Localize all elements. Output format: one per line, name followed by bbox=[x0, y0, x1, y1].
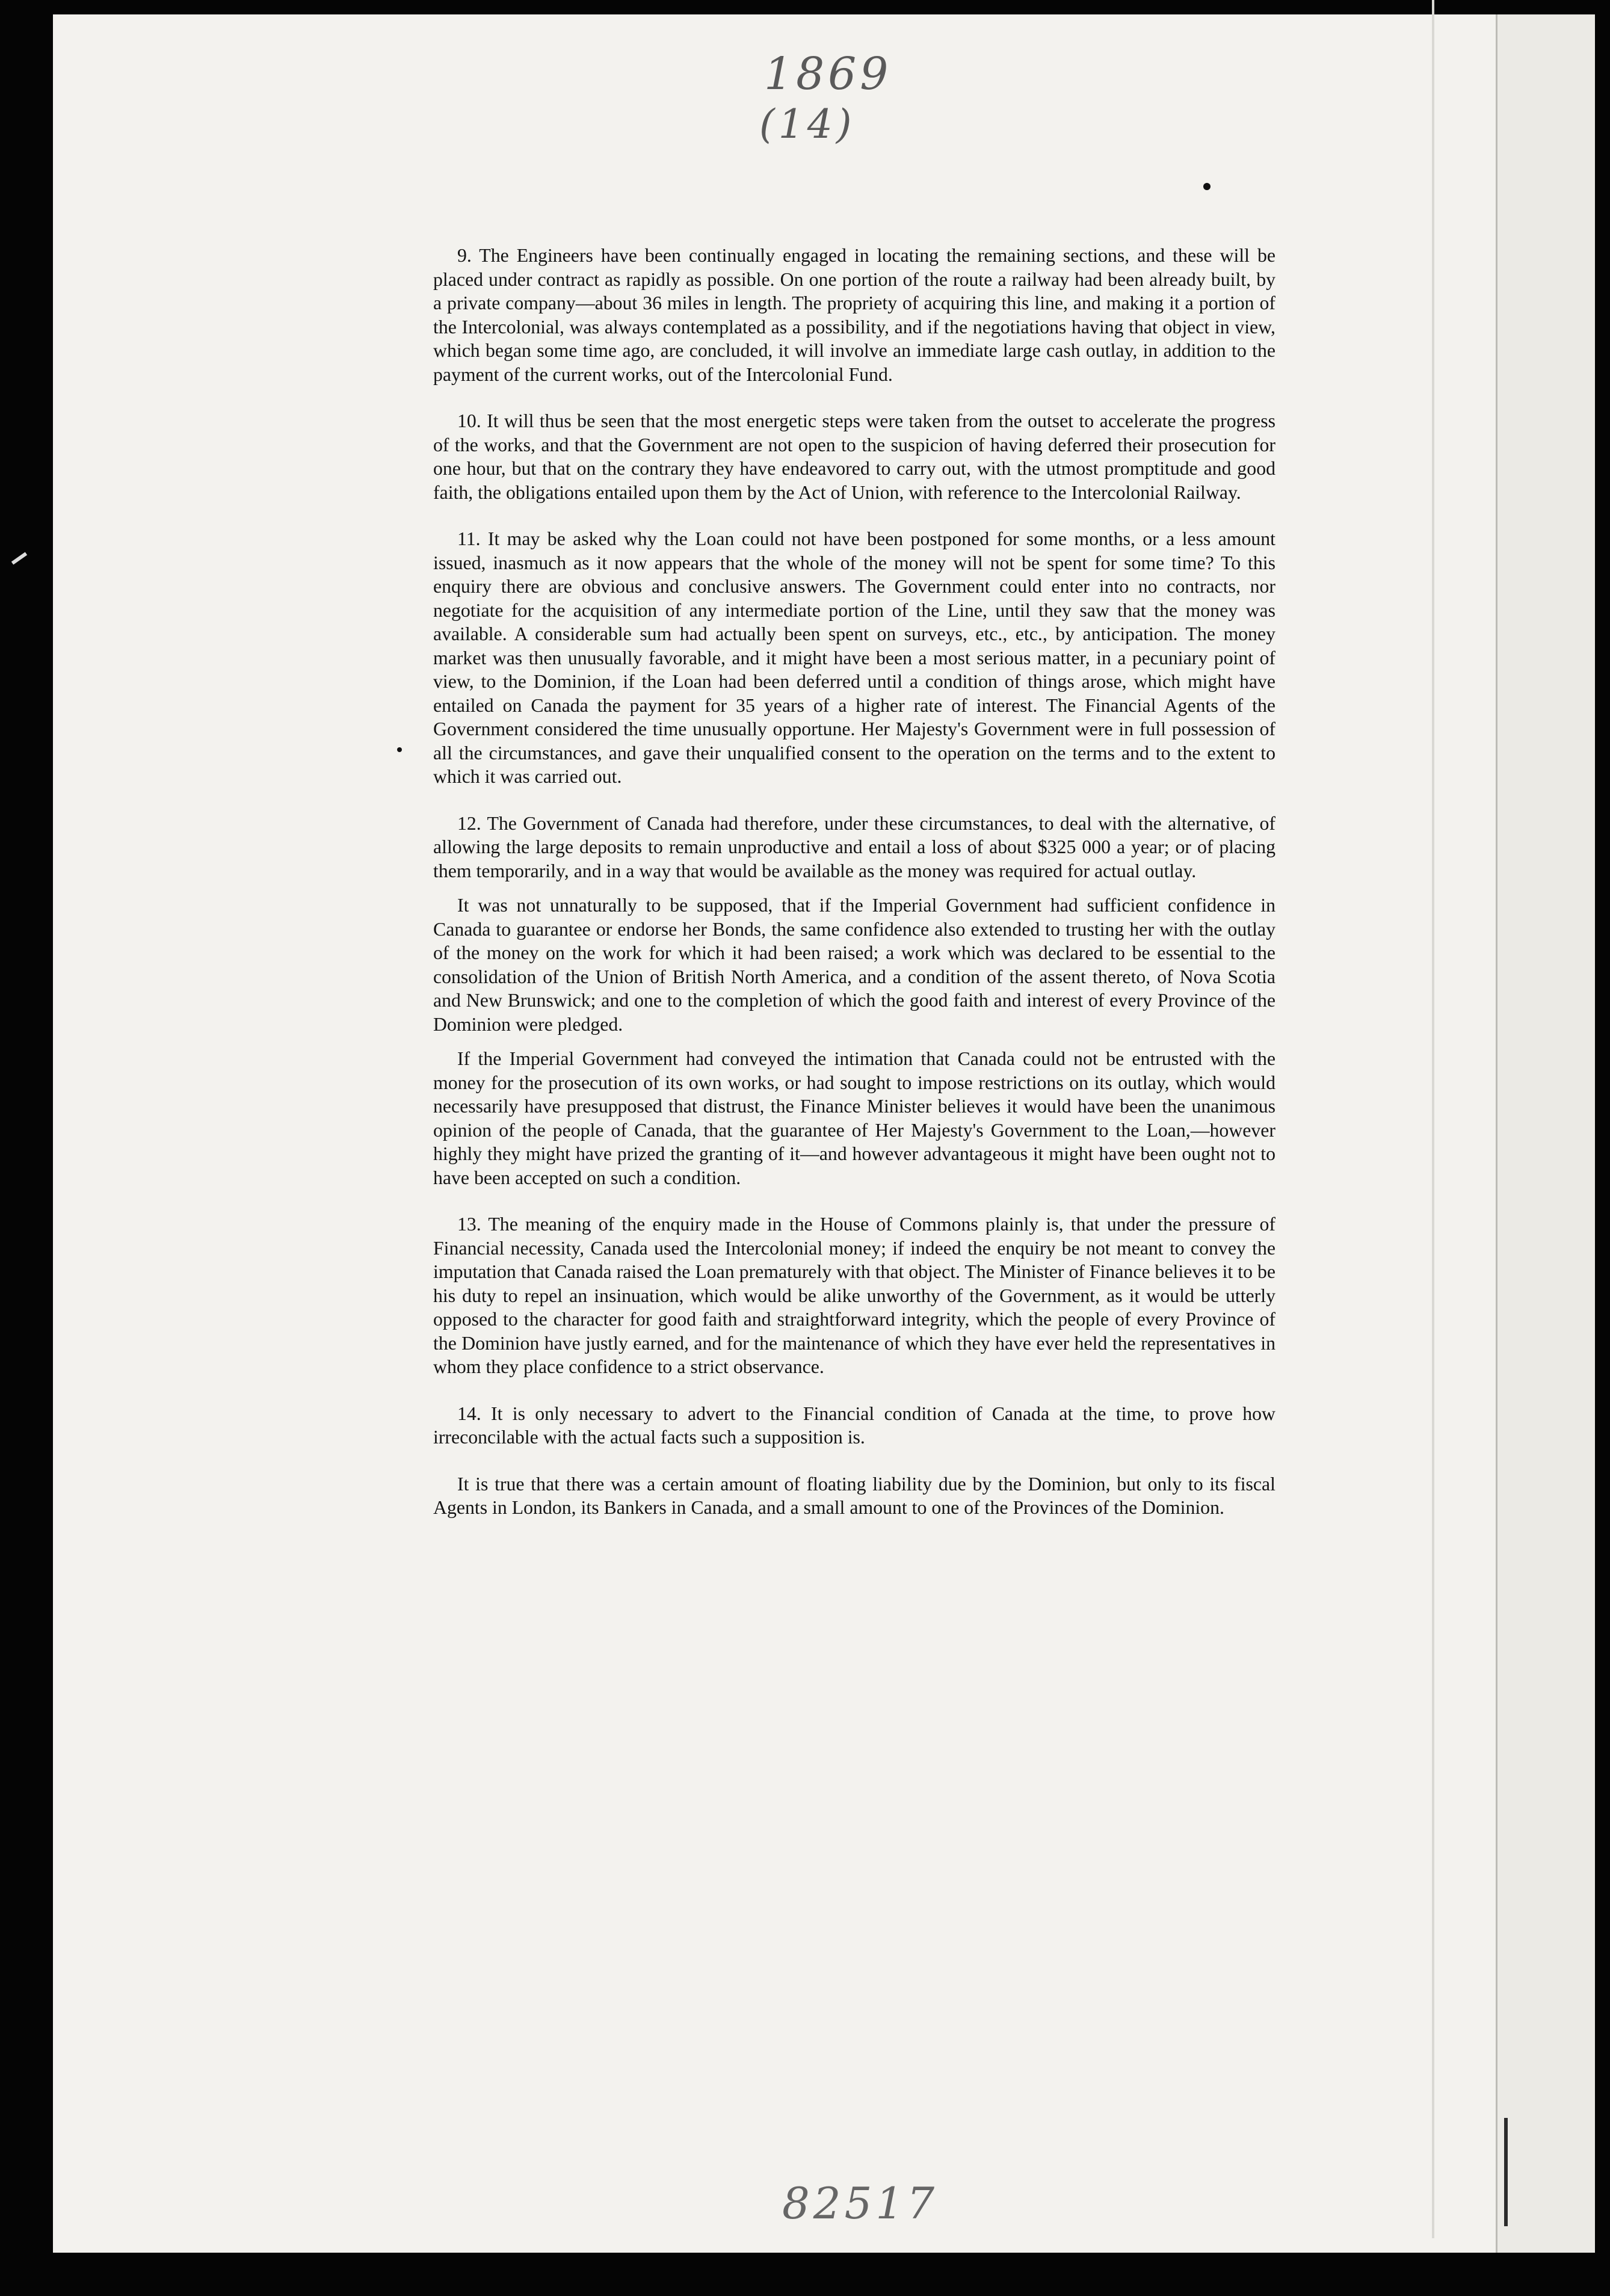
ink-dot bbox=[397, 747, 402, 752]
paragraph-13: 13. The meaning of the enquiry made in the House of Commons plainly is, that under the pressure of Financial necessity, Canada used the Intercolonial money; if indeed the enquiry be not meant to convey the imputation that Canada raised the Loan prematurely with that object. The Minister of Finance believes it to be his duty to repel an insinuation, which would be alike unworthy of the Government, as it would be utterly opposed to the character for good faith and straightforward integrity, which the people of every Province of the Dominion have justly earned, and for the maintenance of which they have ever held the representatives in whom they place confidence to a strict observance. bbox=[433, 1214, 1275, 1377]
adjacent-page-edge bbox=[1496, 14, 1595, 2253]
page-fold-line bbox=[1432, 0, 1434, 2238]
paragraph-14: 14. It is only necessary to advert to the Financial condition of Canada at the time, to prove how irreconcilable with the actual facts such a supposition is. bbox=[433, 1403, 1275, 1448]
paragraph-14-continued: It is true that there was a certain amount of floating liability due by the Dominion, but only to its fiscal Agents in London, its Bankers in Canada, and a small amount to one of the Provinces of the Dominion. bbox=[433, 1473, 1275, 1518]
paragraph-10: 10. It will thus be seen that the most energetic steps were taken from the outset to accelerate the progress of the works, and that the Government are not open to the suspicion of having deferred their prosecution for one hour, but that on the contrary they have endeavored to carry out, with the utmost promptitude and good faith, the obligations entailed upon them by the Act of Union, with reference to the Intercolonial Railway. bbox=[433, 410, 1275, 503]
page-edge-mark bbox=[1504, 2118, 1508, 2226]
paragraph-12-conclusion: If the Imperial Government had conveyed the intimation that Canada could not be entrusted with the money for the prosecution of its own works, or had sought to impose restrictions on its outlay, which would necessarily have presupposed that distrust, the Finance Minister believes it would have been the unanimous opinion of the people of Canada, that the guarantee of Her Majesty's Government to the Loan,—however highly they might have prized the granting of it—and however advantageous it might have been ought not to have been accepted on such a condition. bbox=[433, 1048, 1275, 1188]
ink-dot bbox=[1203, 183, 1211, 190]
paragraph-12-continued: It was not unnaturally to be supposed, that if the Imperial Government had sufficient confidence in Canada to guarantee or endorse her Bonds, the same confidence also extended to trusting her with the outlay of the money on the work for which it had been raised; a work which was declared to be essential to the consolidation of the Union of British North America, and a condition of the assent thereto, of Nova Scotia and New Brunswick; and one to the completion of which the good faith and interest of every Province of the Dominion were pledged. bbox=[433, 895, 1275, 1035]
document-body bbox=[433, 244, 1275, 1543]
paragraph-11: 11. It may be asked why the Loan could not have been postponed for some months, or a less amount issued, inasmuch as it now appears that the whole of the money will not be spent for some time? To this enquiry there are obvious and conclusive answers. The Government could enter into no contracts, nor negotiate for the acquisition of any intermediate portion of the Line, until they saw that the money was available. A considerable sum had actually been spent on surveys, etc., etc., by anticipation. The money market was then unusually favorable, and it might have been a most serious matter, in a pecuniary point of view, to the Dominion, if the Loan had been deferred until a condition of things arose, which might have entailed on Canada the payment for 35 years of a higher rate of interest. The Financial Agents of the Government considered the time unusually opportune. Her Majesty's Government were in full possession of all the circumstances, and gave their unqualified consent to the operation on the terms and to the extent to which it was carried out. bbox=[433, 528, 1275, 787]
handwritten-year: 1869 bbox=[764, 48, 892, 100]
handwritten-footer-number: 82517 bbox=[782, 2178, 939, 2229]
paragraph-12: 12. The Government of Canada had therefore, under these circumstances, to deal with the alternative, of allowing the large deposits to remain unproductive and entail a loss of about $325 000 a year; or of placing them temporarily, and in a way that would be available as the money was required for actual outlay. bbox=[433, 812, 1275, 881]
handwritten-page-number: (14) bbox=[759, 101, 856, 147]
paragraph-9: 9. The Engineers have been continually engaged in locating the remaining sections, and these will be placed under contract as rapidly as possible. On one portion of the route a railway had been already built, by a private company—about 36 miles in length. The propriety of acquiring this line, and making it a portion of the Intercolonial, was always contemplated as a possibility, and if the negotiations having that object in view, which began some time ago, are concluded, it will involve an immediate large cash outlay, in addition to the payment of the current works, out of the Intercolonial Fund. bbox=[433, 245, 1275, 385]
